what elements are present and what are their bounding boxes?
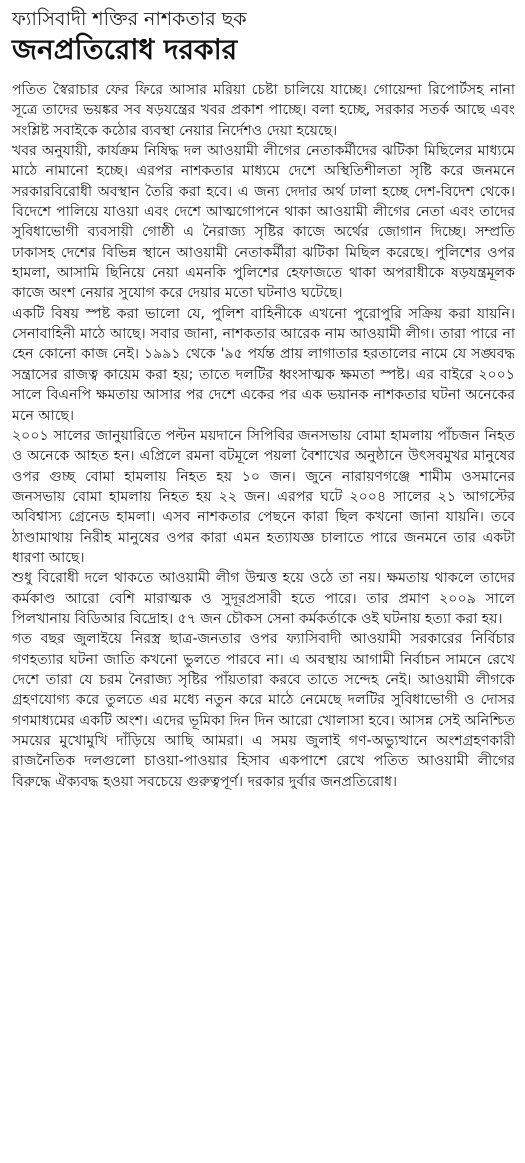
article-headline: জনপ্রতিরোধ দরকার — [12, 33, 238, 66]
article-paragraph: খবর অনুযায়ী, কার্যক্রম নিষিদ্ধ দল আওয়ামী লীগের নেতাকর্মীদের ঝটিকা মিছিলের মাধ্যমে মাঠে নামানো হচ্ছে। এরপর নাশকতার মাধ্যমে দেশে অস্থিতিশীলতা সৃষ্টি করে জনমনে সরকারবিরোধী অবস্থান তৈরি করা হবে। এ জন্য দেদার অর্থ ঢালা হচ্ছে দেশ-বিদেশ থেকে। বিদেশে পালিয়ে যাওয়া এবং দেশে আত্মগোপনে থাকা আওয়ামী লীগের নেতা এবং তাদের সুবিধাভোগী ব্যবসায়ী গোষ্ঠী এ নৈরাজ্য সৃষ্টির কাজে অর্থের জোগান দিচ্ছে। সম্প্রতি ঢাকাসহ দেশের বিভিন্ন স্থানে আওয়ামী নেতাকর্মীরা ঝটিকা মিছিল করেছে। পুলিশের ওপর হামলা, আসামি ছিনিয়ে নেয়া এমনকি পুলিশের হেফাজতে থাকা অপরাধীকে ষড়যন্ত্রমূলক কাজে অংশ নেয়ার সুযোগ করে দেয়ার মতো ঘটনাও ঘটেছে। — [12, 143, 515, 302]
article-paragraph: পতিত স্বৈরাচার ফের ফিরে আসার মরিয়া চেষ্টা চালিয়ে যাচ্ছে। গোয়েন্দা রিপোর্টসহ নানা সূত্রে তাদের ভয়ঙ্কর সব ষড়যন্ত্রের খবর প্রকাশ পাচ্ছে। বলা হচ্ছে, সরকার সতর্ক আছে এবং সংশ্লিষ্ট সবাইকে কঠোর ব্যবস্থা নেয়ার নির্দেশও দেয়া হয়েছে। — [12, 82, 515, 139]
article-kicker: ফ্যাসিবাদী শক্তির নাশকতার ছক — [12, 8, 247, 30]
article-paragraph: শুধু বিরোধী দলে থাকতে আওয়ামী লীগ উন্মত্ত হয়ে ওঠে তা নয়। ক্ষমতায় থাকলে তাদের কর্মকাণ্ড আরো বেশি মারাত্মক ও সুদূরপ্রসারী হতে পারে। তার প্রমাণ ২০০৯ সালে পিলখানায় বিডিআর বিদ্রোহ। ৫৭ জন চৌকস সেনা কর্মকর্তাকে ওই ঘটনায় হত্যা করা হয়। — [12, 570, 515, 627]
article-body — [12, 80, 515, 792]
article-paragraph: গত বছর জুলাইয়ে নিরস্ত্র ছাত্র-জনতার ওপর ফ্যাসিবাদী আওয়ামী সরকারের নির্বিচার গণহত্যার ঘটনা জাতি কখনো ভুলতে পারবে না। এ অবস্থায় আগামী নির্বাচন সামনে রেখে দেশে তারা যে চরম নৈরাজ্য সৃষ্টির পাঁয়তারা করবে তাতে সন্দেহ নেই। আওয়ামী লীগকে গ্রহণযোগ্য করে তুলতে এর মধ্যে নতুন করে মাঠে নেমেছে দলটির সুবিধাভোগী ও দোসর গণমাধ্যমের একটি অংশ। এদের ভূমিকা দিন দিন আরো খোলাসা হবে। আসন্ন সেই অনিশ্চিত সময়ের মুখোমুখি দাঁড়িয়ে আছি আমরা। এ সময় জুলাই গণ-অভ্যুত্থানে অংশগ্রহণকারী রাজনৈতিক দলগুলো চাওয়া-পাওয়ার হিসাব একপাশে রেখে পতিত আওয়ামী লীগের বিরুদ্ধে ঐক্যবদ্ধ হওয়া সবচেয়ে গুরুত্বপূর্ণ। দরকার দুর্বার জনপ্রতিরোধ। — [12, 631, 515, 790]
article-paragraph: ২০০১ সালের জানুয়ারিতে পল্টন ময়দানে সিপিবির জনসভায় বোমা হামলায় পাঁচজন নিহত ও অনেকে আহত হন। এপ্রিলে রমনা বটমূলে পয়লা বৈশাখের অনুষ্ঠানে উৎসবমুখর মানুষের ওপর গুচ্ছ বোমা হামলায় নিহত হয় ১০ জন। জুনে নারায়ণগঞ্জে শামীম ওসমানের জনসভায় বোমা হামলায় নিহত হয় ২২ জন। এরপর ঘটে ২০০৪ সালের ২১ আগস্টের অবিশ্বাস্য গ্রেনেড হামলা। এসব নাশকতার পেছনে কারা ছিল কখনো জানা যায়নি। তবে ঠাণ্ডামাথায় নিরীহ মানুষের ওপর কারা এমন হত্যাযজ্ঞ চালাতে পারে জনমনে তার একটা ধারণা আছে। — [12, 427, 515, 566]
article-paragraph: একটি বিষয় স্পষ্ট করা ভালো যে, পুলিশ বাহিনীকে এখনো পুরোপুরি সক্রিয় করা যায়নি। সেনাবাহিনী মাঠে আছে। সবার জানা, নাশকতার আরেক নাম আওয়ামী লীগ। তারা পারে না হেন কোনো কাজ নেই। ১৯৯১ থেকে '৯৫ পর্যন্ত প্রায় লাগাতার হরতালের নামে যে সঙ্ঘবদ্ধ সন্ত্রাসের রাজত্ব কায়েম করা হয়; তাতে দলটির ধ্বংসাত্মক ক্ষমতা স্পষ্ট। এর বাইরে ২০০১ সালে বিএনপি ক্ষমতায় আসার পর দেশে একের পর এক ভয়ানক নাশকতার ঘটনা অনেকের মনে আছে। — [12, 305, 515, 424]
